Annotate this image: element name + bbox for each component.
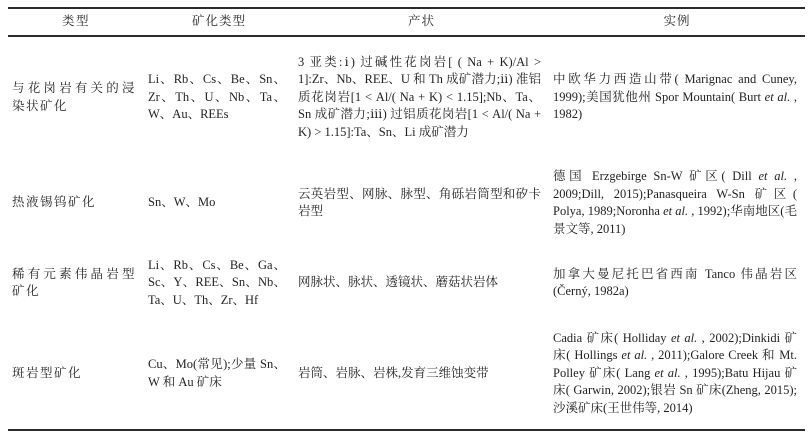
table-row (8, 318, 805, 430)
table-row (8, 158, 805, 248)
examples-cell: 加拿大曼尼托巴省西南 Tanco 伟晶岩区(Černý, 1982a) (553, 266, 797, 298)
header-mineralization: 矿化类型 (144, 8, 294, 36)
header-type: 类型 (8, 8, 144, 36)
type-cell: 稀有元素伟晶岩型矿化 (12, 266, 136, 298)
mineralization-cell: Cu、Mo(常见);少量 Sn、W 和 Au 矿床 (148, 357, 286, 389)
type-cell: 热液锡钨矿化 (12, 195, 97, 210)
mineralization-table (8, 7, 805, 431)
header-occurrence: 产状 (294, 8, 549, 36)
mineralization-cell: Sn、W、Mo (148, 195, 216, 210)
table-row (8, 36, 805, 158)
table-row (8, 248, 805, 318)
mineralization-cell: Li、Rb、Cs、Be、Ga、Sc、Y、REE、Sn、Nb、Ta、U、Th、Zr、Hf (148, 257, 286, 307)
type-cell: 与花岗岩有关的浸染状矿化 (12, 81, 136, 113)
occurrence-cell: 网脉状、脉状、透镜状、蘑菇状岩体 (298, 275, 499, 290)
mineralization-cell: Li、Rb、Cs、Be、Sn、Zr、Th、U、Nb、Ta、W、Au、REEs (148, 72, 286, 122)
header-examples: 实例 (549, 8, 805, 36)
type-cell: 斑岩型矿化 (12, 365, 83, 380)
examples-cell: Cadia 矿床( Holliday et al. , 2002);Dinkidi 矿床( Hollings et al. , 2011);Galore Creek 和 Mt. Polley 矿床( Lang et al. , 1995);Batu Hijau 矿床( Garwin, 2002);银岩 Sn 矿床(Zheng, 2015);沙溪矿床(王世伟等, 2014) (553, 330, 798, 415)
occurrence-cell: 岩筒、岩脉、岩株,发育三维蚀变带 (298, 365, 489, 380)
examples-cell: 中欧华力西造山带( Marignac and Cuney, 1999);美国犹他州 Spor Mountain( Burt et al. , 1982) (553, 72, 798, 122)
table-header-row (8, 8, 805, 36)
occurrence-cell: 云英岩型、网脉、脉型、角砾岩筒型和矽卡岩型 (298, 186, 541, 218)
examples-cell: 德国 Erzgebirge Sn-W 矿区( Dill et al. , 2009;Dill, 2015);Panasqueira W-Sn 矿区( Polya, 1989;Noronha et al. , 1992);华南地区(毛景文等, 2011) (553, 169, 798, 236)
occurrence-cell: 3 亚类:ⅰ) 过碱性花岗岩[ ( Na + K)/Al > 1]:Zr、Nb、REE、U 和 Th 成矿潜力;ⅱ) 准铝质花岗岩[1 < Al/( Na + K) < 1.15];Nb、Ta、Sn 成矿潜力;ⅲ) 过铝质花岗岩[1 < Al/( Na + K) > 1.15]:Ta、Sn、Li 成矿潜力 (298, 54, 541, 139)
